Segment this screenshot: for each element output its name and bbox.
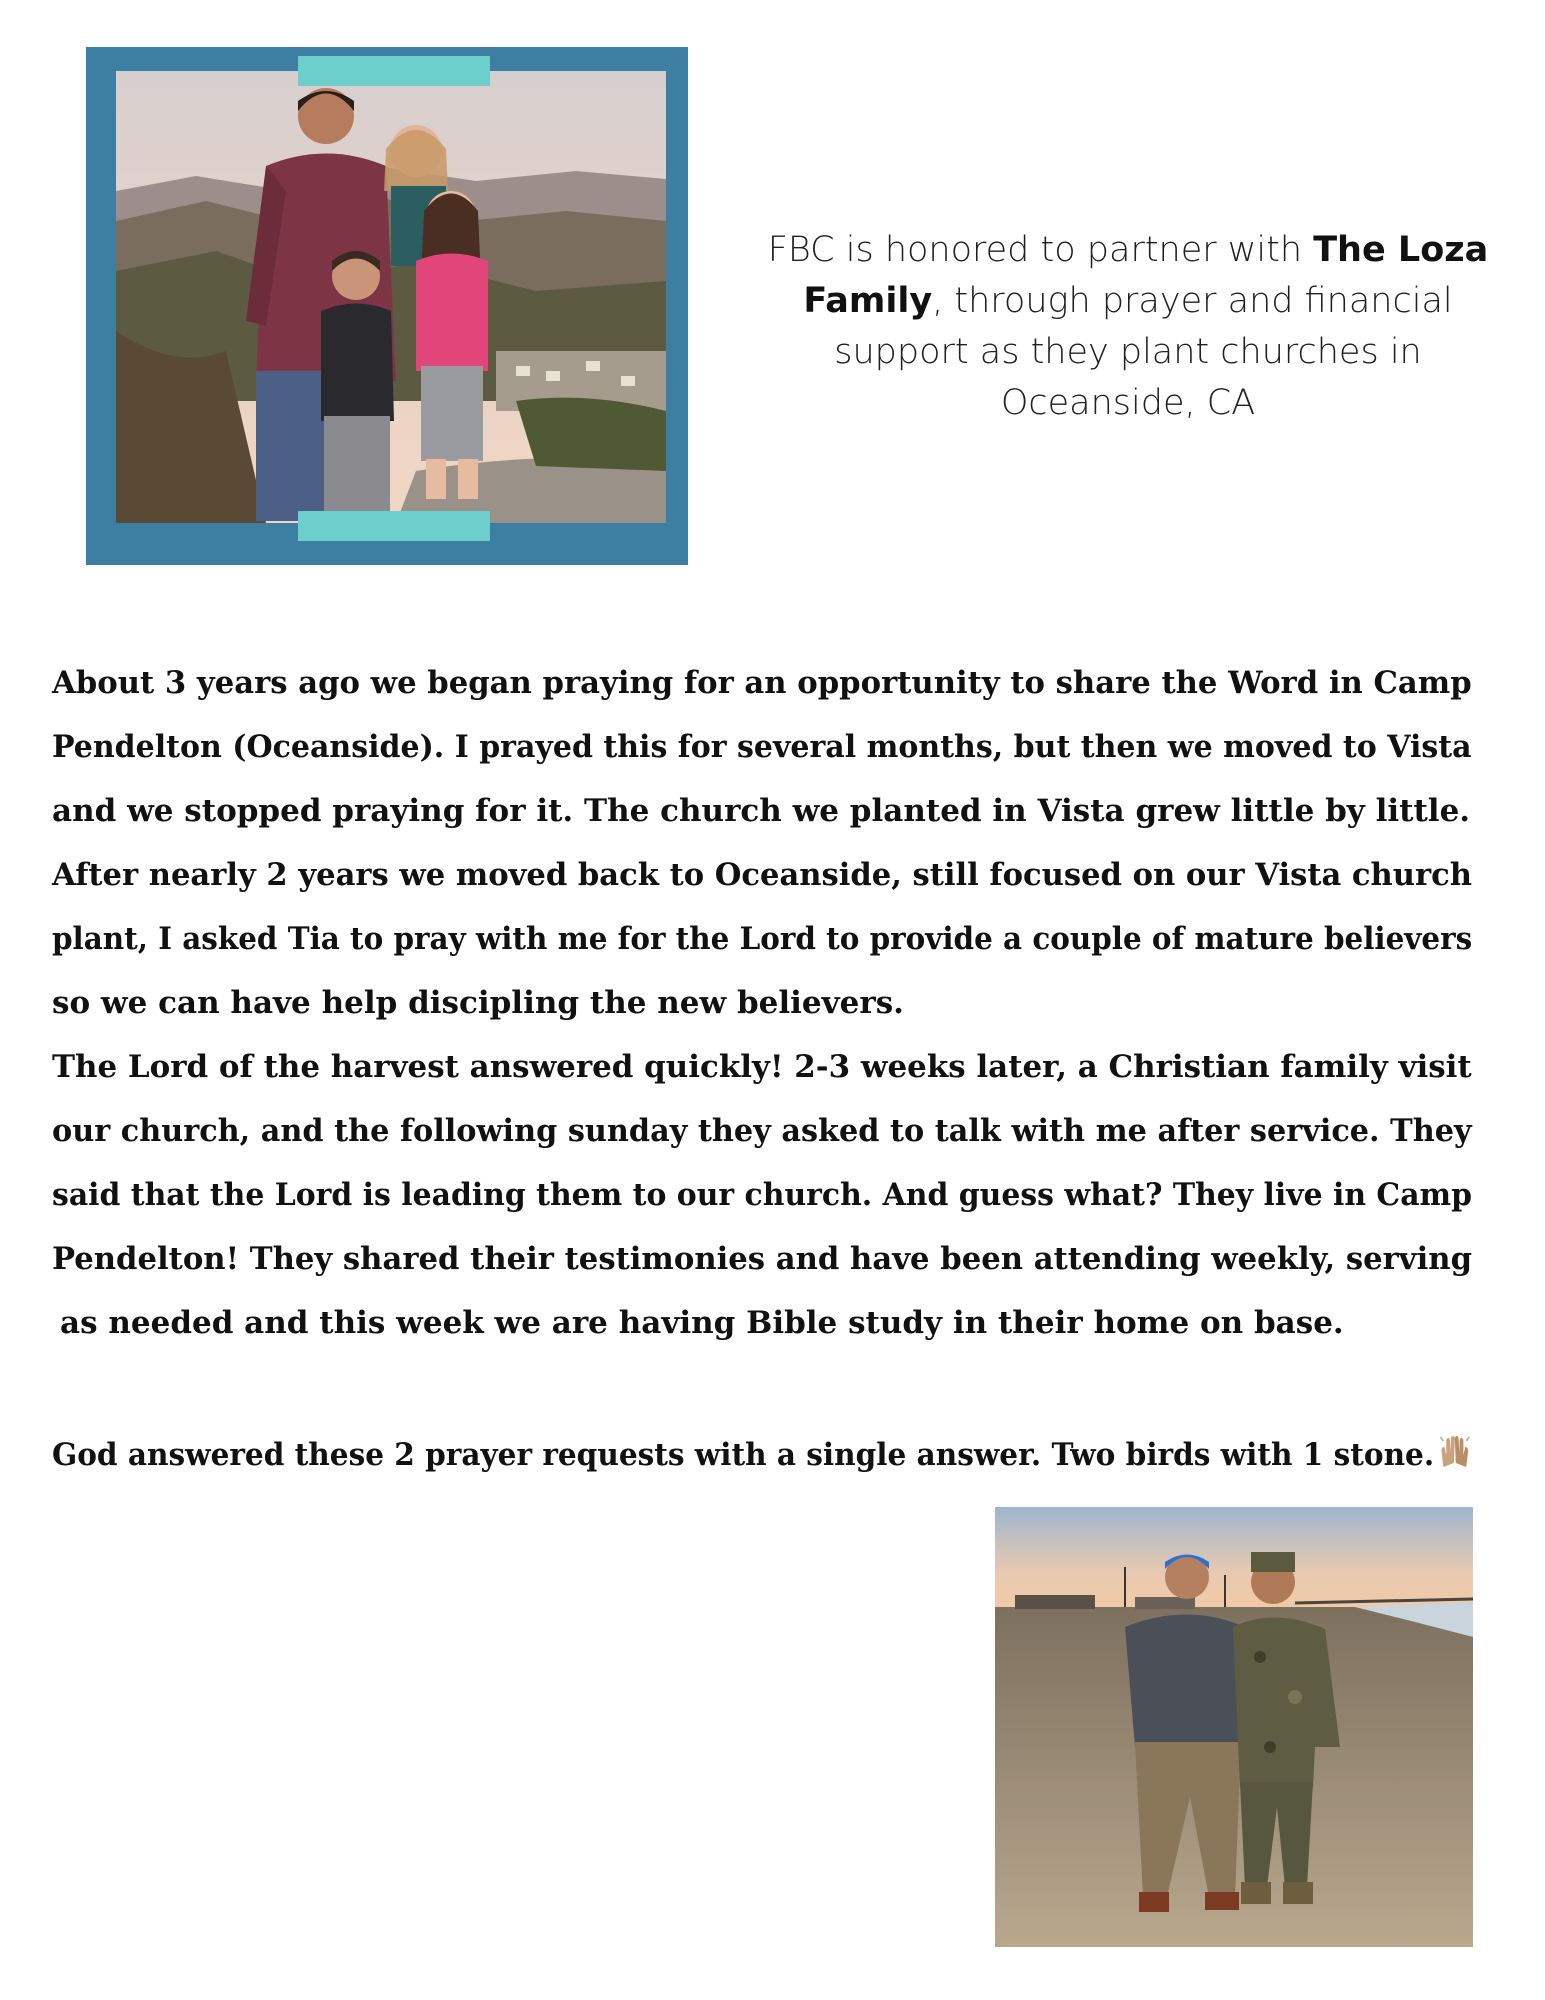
raised-hands-icon (1438, 1433, 1472, 1477)
story-line: as needed and this week we are having Bible study in their home on base. (60, 1305, 1344, 1341)
story-line: plant, I asked Tia to pray with me for the Lord to provide a couple of mature believers (52, 921, 1473, 957)
story-line: Pendelton (Oceanside). I prayed this for several months, but then we moved to Vista (52, 729, 1472, 765)
story-line: said that the Lord is leading them to our church. And guess what? They live in Camp (52, 1177, 1473, 1213)
story-line: About 3 years ago we began praying for an opportunity to share the Word in Camp (52, 665, 1472, 701)
tape-top (298, 56, 490, 86)
story-line: so we can have help discipling the new believers. (52, 985, 904, 1021)
closing-line (52, 1433, 1472, 1477)
tape-bottom (298, 511, 490, 541)
family-photo-icon (116, 71, 666, 523)
story-line: and we stopped praying for it. The church we planted in Vista grew little by little. (52, 793, 1471, 829)
caption-family-word: Family (803, 281, 933, 321)
caption-text: , through prayer and financial (932, 281, 1453, 321)
story-line: our church, and the following sunday they asked to talk with me after service. They (52, 1113, 1472, 1149)
beach-photo-icon (995, 1507, 1473, 1947)
story-line: The Lord of the harvest answered quickly! 2-3 weeks later, a Christian family visit (52, 1049, 1472, 1085)
partner-caption (748, 225, 1508, 429)
caption-family-name: The Loza (1313, 230, 1489, 270)
caption-location: Oceanside, CA (1000, 383, 1256, 423)
closing-text: God answered these 2 prayer requests with a single answer. Two birds with 1 stone. (52, 1437, 1435, 1473)
photo-frame (86, 47, 688, 565)
story-line: After nearly 2 years we moved back to Oceanside, still focused on our Vista church (52, 857, 1473, 893)
story-line: Pendelton! They shared their testimonies and have been attending weekly, serving (52, 1241, 1473, 1277)
caption-text: FBC is honored to partner with (767, 230, 1314, 270)
caption-text: support as they plant churches in (834, 332, 1422, 372)
